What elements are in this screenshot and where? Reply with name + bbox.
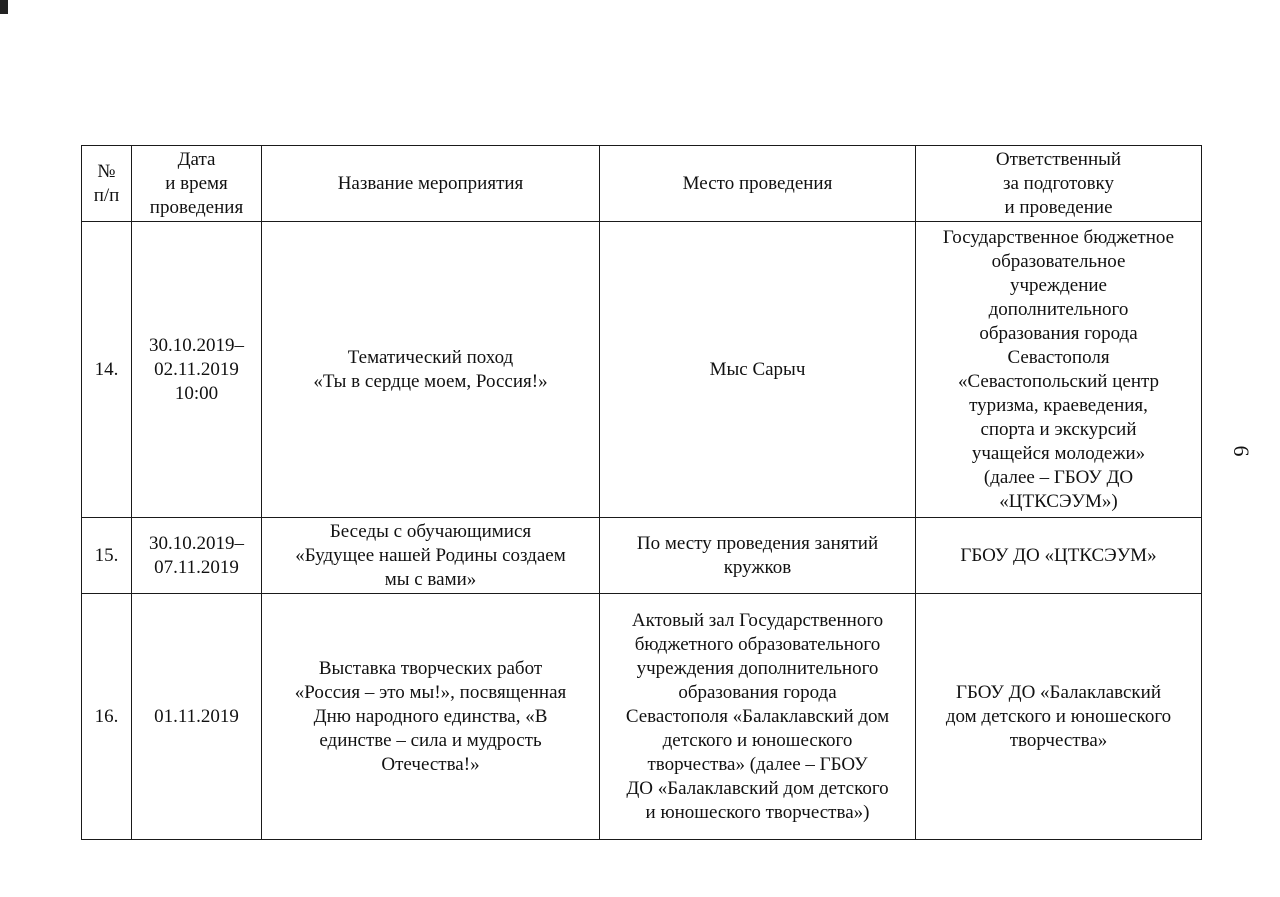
table-row <box>82 222 1202 518</box>
cell-place: Актовый зал Государственного бюджетного образовательного учреждения дополнительного образования города Севастополя «Балаклавский дом детского и юношеского творчества» (далее – ГБОУ ДО «Балаклавский дом детского и юношеского творчества») <box>600 594 916 840</box>
header-place: Место проведения <box>600 146 916 222</box>
cell-date: 01.11.2019 <box>132 594 262 840</box>
cell-num: 14. <box>82 222 132 518</box>
cell-responsible: ГБОУ ДО «Балаклавский дом детского и юношеского творчества» <box>916 594 1202 840</box>
header-num: № п/п <box>82 146 132 222</box>
cell-place: По месту проведения занятий кружков <box>600 518 916 594</box>
cell-responsible: ГБОУ ДО «ЦТКСЭУМ» <box>916 518 1202 594</box>
table-row <box>82 518 1202 594</box>
events-table <box>81 145 1202 840</box>
cell-name: Беседы с обучающимися «Будущее нашей Родины создаем мы с вами» <box>262 518 600 594</box>
table-row <box>82 594 1202 840</box>
cell-date: 30.10.2019– 07.11.2019 <box>132 518 262 594</box>
cell-date: 30.10.2019– 02.11.2019 10:00 <box>132 222 262 518</box>
header-responsible: Ответственный за подготовку и проведение <box>916 146 1202 222</box>
page-number: 6 <box>1229 445 1254 457</box>
table-header-row <box>82 146 1202 222</box>
cell-responsible: Государственное бюджетное образовательное учреждение дополнительного образования города Севастополя «Севастопольский центр туризма, краеведения, спорта и экскурсий учащейся молодежи» (далее – ГБОУ ДО «ЦТКСЭУМ») <box>916 222 1202 518</box>
header-name: Название мероприятия <box>262 146 600 222</box>
cell-num: 16. <box>82 594 132 840</box>
cell-place: Мыс Сарыч <box>600 222 916 518</box>
header-date: Дата и время проведения <box>132 146 262 222</box>
scan-corner-mark <box>0 0 8 14</box>
cell-name: Выставка творческих работ «Россия – это мы!», посвященная Дню народного единства, «В единстве – сила и мудрость Отечества!» <box>262 594 600 840</box>
cell-num: 15. <box>82 518 132 594</box>
cell-name: Тематический поход «Ты в сердце моем, Россия!» <box>262 222 600 518</box>
